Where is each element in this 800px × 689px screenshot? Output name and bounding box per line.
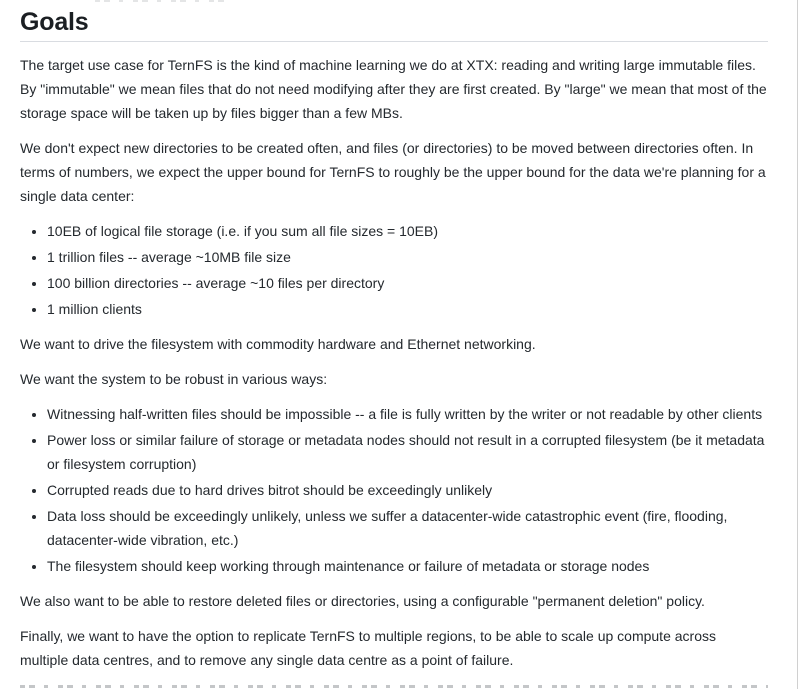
capacity-list — [20, 219, 768, 321]
paragraph-finally: Finally, we want to have the option to replicate TernFS to multiple regions, to be able to scale up compute across multiple data centres, and to remove any single data centre as a point of failure. — [20, 628, 716, 668]
page-title: Goals — [20, 9, 768, 42]
robustness-list-item-half-written: • Witnessing half-written files should be impossible -- a file is fully written by the writer or not readable by other clients — [47, 402, 768, 426]
paragraph-commodity: We want to drive the filesystem with commodity hardware and Ethernet networking. — [20, 336, 536, 352]
capacity-list-item-clients: • 1 million clients — [47, 297, 768, 321]
capacity-list-item-files: • 1 trillion files -- average ~10MB file size — [47, 245, 768, 269]
robustness-list-item-power-loss: • Power loss or similar failure of storage or metadata nodes should not result in a corrupted filesystem (be it metadata or filesystem corruption) — [47, 428, 768, 476]
robustness-list-item-bitrot: • Corrupted reads due to hard drives bitrot should be exceedingly unlikely — [47, 478, 768, 502]
robustness-list-item-maintenance: • The filesystem should keep working through maintenance or failure of metadata or storage nodes — [47, 554, 768, 578]
capacity-list-item-storage: • 10EB of logical file storage (i.e. if you sum all file sizes = 10EB) — [47, 219, 768, 243]
paragraph-restore: We also want to be able to restore deleted files or directories, using a configurable "permanent deletion" policy. — [20, 593, 705, 609]
paragraph-intro: The target use case for TernFS is the kind of machine learning we do at XTX: reading and writing large immutable files. By "immutable" we mean files that do not need modifying after they are first created. By "large" we mean that most of the storage space will be taken up by files bigger than a few MBs. — [20, 57, 767, 121]
robustness-list — [20, 402, 768, 578]
paragraph-robust: We want the system to be robust in various ways: — [20, 371, 328, 387]
robustness-list-item-data-loss: • Data loss should be exceedingly unlikely, unless we suffer a datacenter-wide catastrophic event (fire, flooding, datacenter-wide vibration, etc.) — [47, 504, 768, 552]
capacity-list-item-directories: • 100 billion directories -- average ~10 files per directory — [47, 271, 768, 295]
page-right-edge-divider — [797, 0, 798, 689]
clipped-next-line — [20, 685, 768, 688]
clipped-previous-line — [95, 0, 230, 2]
paragraph-expectations: We don't expect new directories to be created often, and files (or directories) to be moved between directories often. In terms of numbers, we expect the upper bound for TernFS to roughly be the upper bound for the data we're planning for a single data center: — [20, 140, 766, 204]
